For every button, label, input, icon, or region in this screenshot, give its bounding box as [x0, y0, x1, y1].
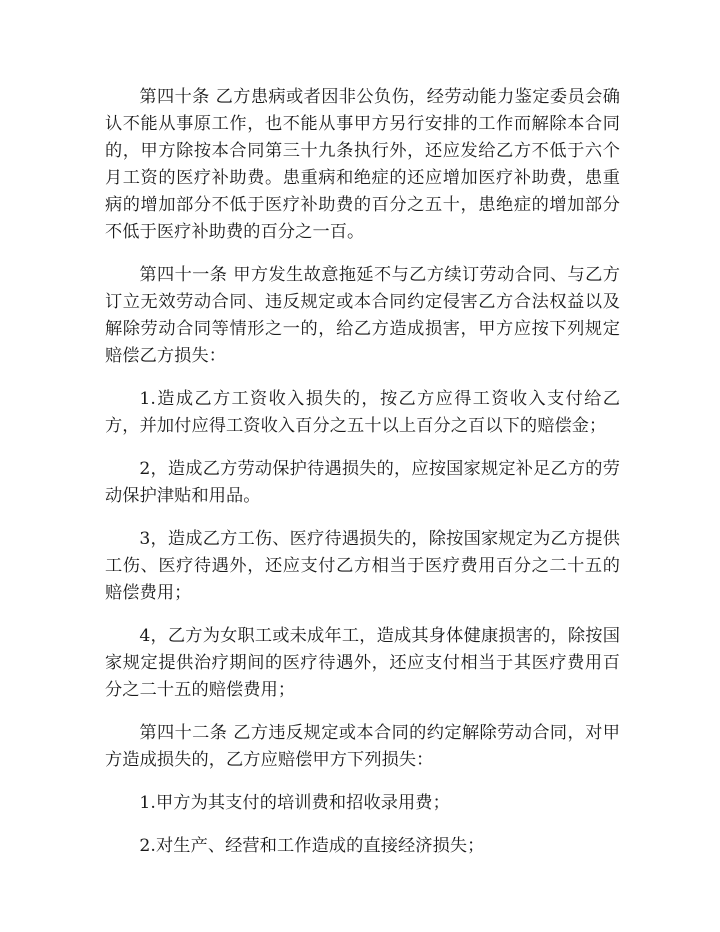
article-41-item-3: 3，造成乙方工伤、医疗待遇损失的，除按国家规定为乙方提供工伤、医疗待遇外，还应支付乙方相当于医疗费用百分之二十五的赔偿费用； [105, 529, 620, 603]
article-41-item-2: 2，造成乙方劳动保护待遇损失的，应按国家规定补足乙方的劳动保护津贴和用品。 [105, 459, 620, 506]
document-page [105, 84, 620, 876]
article-42-paragraph: 第四十二条 乙方违反规定或本合同的约定解除劳动合同，对甲方造成损失的，乙方应赔偿甲方下列损失： [105, 723, 620, 770]
article-42-item-1: 1.甲方为其支付的培训费和招收录用费； [139, 793, 450, 813]
article-41-item-4: 4，乙方为女职工或未成年工，造成其身体健康损害的，除按国家规定提供治疗期间的医疗待遇外，还应支付相当于其医疗费用百分之二十五的赔偿费用； [105, 626, 620, 700]
article-42-item-2: 2.对生产、经营和工作造成的直接经济损失； [139, 836, 485, 856]
article-40-paragraph: 第四十条 乙方患病或者因非公负伤，经劳动能力鉴定委员会确认不能从事原工作，也不能从事甲方另行安排的工作而解除本合同的，甲方除按本合同第三十九条执行外，还应发给乙方不低于六个月工资的医疗补助费。患重病和绝症的还应增加医疗补助费，患重病的增加部分不低于医疗补助费的百分之五十，患绝症的增加部分不低于医疗补助费的百分之一百。 [105, 87, 620, 242]
article-41-paragraph: 第四十一条 甲方发生故意拖延不与乙方续订劳动合同、与乙方订立无效劳动合同、违反规定或本合同约定侵害乙方合法权益以及解除劳动合同等情形之一的，给乙方造成损害，甲方应按下列规定赔偿乙方损失： [105, 265, 620, 366]
article-41-item-1: 1.造成乙方工资收入损失的，按乙方应得工资收入支付给乙方，并加付应得工资收入百分之五十以上百分之百以下的赔偿金； [105, 389, 620, 436]
